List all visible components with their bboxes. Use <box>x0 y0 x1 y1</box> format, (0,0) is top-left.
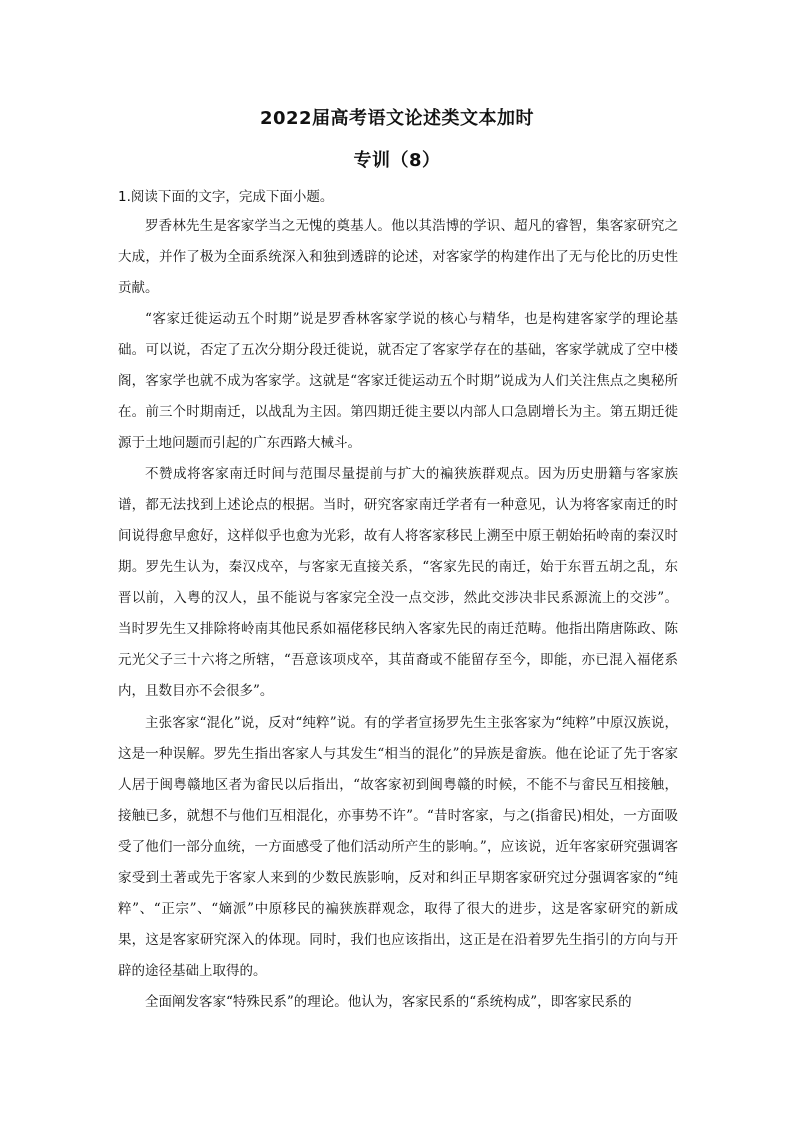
document-title: 2022届高考语文论述类文本加时 <box>259 108 535 129</box>
question-prompt: 1.阅读下面的文字，完成下面小题。 <box>118 189 334 205</box>
paragraph-4: 主张客家“混化”说，反对“纯粹”说。有的学者宣扬罗先生主张客家为“纯粹”中原汉族说，这是一种误解。罗先生指出客家人与其发生“相当的混化”的异族是畲族。他在论证了先于客家人居于闽粤赣地区者为畲民以后指出，“故客家初到闽粤赣的时候，不能不与畲民互相接触，接触已多，就想不与他们互相混化，亦事势不许”。“昔时客家，与之(指畲民)相处，一方面吸受了他们一部分血统，一方面感受了他们活动所产生的影响。”，应该说，近年客家研究强调客家受到土著或先于客家人来到的少数民族影响，反对和纠正早期客家研究过分强调客家的“纯粹”、“正宗”、“嫡派”中原移民的褊狭族群观念，取得了很大的进步，这是客家研究的新成果，这是客家研究深入的体现。同时，我们也应该指出，这正是在沿着罗先生指引的方向与开辟的途径基础上取得的。 <box>118 715 678 979</box>
paragraph-2: “客家迁徙运动五个时期”说是罗香林客家学说的核心与精华，也是构建客家学的理论基础。可以说，否定了五次分期分段迁徙说，就否定了客家学存在的基础，客家学就成了空中楼阁，客家学也就不成为客家学。这就是“客家迁徙运动五个时期”说成为人们关注焦点之奥秘所在。前三个时期南迁，以战乱为主因。第四期迁徙主要以内部人口急剧增长为主。第五期迁徙源于土地问题而引起的广东西路大械斗。 <box>118 311 678 451</box>
paragraph-1: 罗香林先生是客家学当之无愧的奠基人。他以其浩博的学识、超凡的睿智，集客家研究之大成，并作了极为全面系统深入和独到透辟的论述，对客家学的构建作出了无与伦比的历史性贡献。 <box>118 218 678 296</box>
paragraph-5: 全面阐发客家“特殊民系”的理论。他认为，客家民系的“系统构成”，即客家民系的 <box>145 994 632 1010</box>
document-subtitle: 专训（8） <box>353 150 441 171</box>
paragraph-3: 不赞成将客家南迁时间与范围尽量提前与扩大的褊狭族群观点。因为历史册籍与客家族谱，都无法找到上述论点的根据。当时，研究客家南迁学者有一种意见，认为将客家南迁的时间说得愈早愈好，这样似乎也愈为光彩，故有人将客家移民上溯至中原王朝始拓岭南的秦汉时期。罗先生认为，秦汉戍卒，与客家无直接关系，“客家先民的南迁，始于东晋五胡之乱，东晋以前，入粤的汉人，虽不能说与客家完全没一点交涉，然此交涉决非民系源流上的交涉”。当时罗先生又排除将岭南其他民系如福佬移民纳入客家先民的南迁范畴。他指出隋唐陈政、陈元光父子三十六将之所辖，“吾意该项戍卒，其苗裔或不能留存至今，即能，亦已混入福佬系内，且数目亦不会很多”。 <box>118 466 678 699</box>
